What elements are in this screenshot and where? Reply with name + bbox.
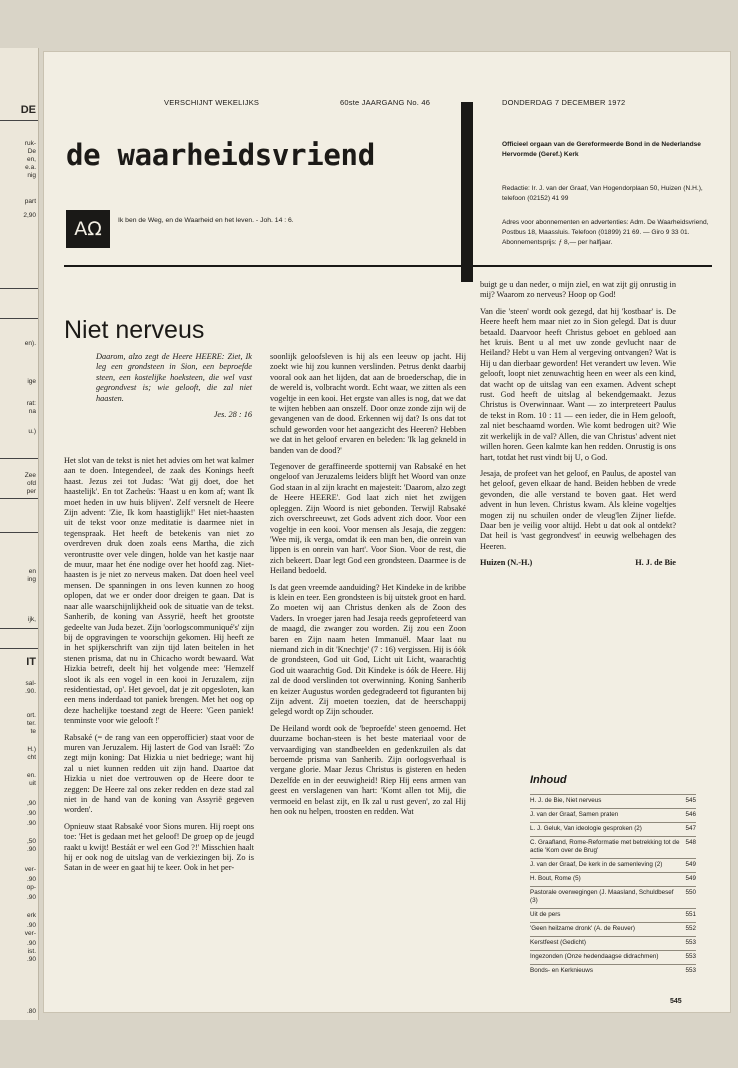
paragraph: Tegenover de geraffineerde spotternij van Rabsaké en het ongeloof van Jeruzalems leiders blijft het Woord van onze God staan in al zijn kracht en majesteit: 'Daarom, alzo zegt de Heere HEERE'. God laat zich niet het zwijgen opleggen. Zijn Woord is niet gebonden. Terwijl Rabsaké zich overschreeuwt, zet Gods advent zich door. Voor een vogeltje in een kooi. Voor mensen als Jesaja, die zeggen: 'Wee mij, ik verga, omdat ik een man ben, die onrein van lippen is en onrein van hart'. Voor Sion. Voor de rest, die zich bekeert. Daar legt God een grondsteen. Daarmee is de Heiland bedoeld. <box>270 462 466 576</box>
previous-page-rule <box>0 532 38 533</box>
admin-info: Adres voor abonnementen en advertenties: Adm. De Waarheidsvriend, Postbus 18, Maassluis. Telefoon (01899) 21 69. — Giro 9 33 01. Abonnementsprijs: ƒ 8,— per halfjaar. <box>502 219 709 246</box>
toc-entry-page: 548 <box>685 839 696 846</box>
previous-page-fragment: part <box>24 198 36 205</box>
toc-entry-page: 553 <box>685 939 696 946</box>
toc-entry-title: Uit de pers <box>530 911 561 918</box>
toc-entry-page: 545 <box>685 797 696 804</box>
previous-page-fragment: e.a. <box>25 164 36 171</box>
paragraph: Is dat geen vreemde aanduiding? Het Kindeke in de kribbe is klein en teer. Een grondsteen is bij uitstek groot en hard. Zo moeten wij aan Christus denken als de Zoon des Vaders. In vroeger jaren had Jesaja reeds geprofeteerd van de maagd, die zwanger zou worden. Zij zou een Zoon baren en Zijn naam heten Immanuël. Maar laat nu niemand zich in dit 'Knechtje' (7 : 16) vergissen. Hij is óók de grondsteen, God uit God, Licht uit Licht, waarachtig God uit waarachtig God. Dit Kindeke is óók de Heere. Hij zal de dood verslinden tot overwinning. Koning Sanherib en keizer Augustus worden gedegradeerd tot figuranten bij Zijn advent. Zij moeten toezien, dat de heerschappij gelegd wordt op Zijn schouder. <box>270 582 466 717</box>
article-column-3 <box>480 280 676 569</box>
previous-page-rule <box>0 458 38 459</box>
editor-info: Redactie: Ir. J. van der Graaf, Van Hogendorplaan 50, Huizen (N.H.), telefoon (02152) 41 99 <box>502 185 703 202</box>
previous-page-fragment: te <box>30 728 36 735</box>
toc-entry-page: 553 <box>685 967 696 974</box>
previous-page-fragment: .90 <box>26 922 36 929</box>
toc-entry <box>530 936 696 950</box>
toc-entry-page: 550 <box>685 889 696 896</box>
previous-page-rule <box>0 318 38 319</box>
previous-page-fragment: H.) <box>27 746 36 753</box>
previous-page-fragment: rat: <box>26 400 36 407</box>
author: H. J. de Bie <box>635 558 676 568</box>
epigraph-text: Daarom, alzo zegt de Heere HEERE: Ziet, Ik leg een grondsteen in Sion, een beproefde steen, een kostelijke hoeksteen, die wel vast gegrondvest is; wie gelooft, die zal niet haasten. <box>96 352 252 403</box>
masthead-black-bar <box>461 102 473 282</box>
toc-entry <box>530 872 696 886</box>
page-number: 545 <box>670 998 682 1005</box>
table-of-contents <box>530 794 696 978</box>
previous-page-fragment: .90 <box>26 894 36 901</box>
paragraph: Opnieuw staat Rabsaké voor Sions muren. Hij roept ons toe: 'Het is gedaan met het geloof! De groep op de jeugd raakt u kwijt! Bestáát er wel een God ?!' Misschien haalt hij er ook nog de uitslag van de verkiezingen bij. Zo is Satan in de weer en gaat hij te keer. Ook in het per- <box>64 821 254 873</box>
previous-page-fragment: cht <box>27 754 36 761</box>
toc-entry <box>530 808 696 822</box>
paragraph: De Heiland wordt ook de 'beproefde' steen genoemd. Het duurzame bochan-steen is het beste materiaal voor de vervaardiging van standbeelden en gedenkzuilen als dat beroemde prisma van Sanherib. Zijn oorlogsverhaal is vergane glorie. Maar Jezus Christus is gisteren en heden Dezelfde en in der eeuwigheid! Riep Hij eens armen van geest en verslagenen van hart: 'Komt allen tot Mij, die vermoeid en belast zijt, en Ik zal u rust geven', zo zal Hij hen ook nu helpen, troosten en redden. Wat <box>270 723 466 817</box>
previous-page-fragment: De <box>27 148 36 155</box>
masthead-title: de waarheidsvriend <box>66 138 375 172</box>
toc-entry-title: Ingezonden (Onze hedendaagse didrachmen) <box>530 953 659 960</box>
paragraph: soonlijk geloofsleven is hij als een leeuw op jacht. Hij zoekt wie hij zou kunnen verslinden. Petrus denkt daarbij vooral ook aan het lijden, dat aan de broederschap, die in de wereld is, volbracht wordt. Echt waar, we zitten als een vogeltje in een kooi. Het ergste van alles is nog, dat we dat te wijten hebben aan onszelf. Door onze zonde zijn wij de gevangenen van de dood. Erkennen wij dat? Is ons dat tot schuld geworden voor het aangezicht des Heeren? Hebben we dat in het geloof ervaren en beleden: 'Ik lag gekneld in banden van de dood?' <box>270 352 466 455</box>
previous-page-fragment: ijk, <box>28 616 36 623</box>
toc-entry-title: 'Geen heilzame dronk' (A. de Reuver) <box>530 925 635 932</box>
toc-entry <box>530 908 696 922</box>
toc-entry-title: H. J. de Bie, Niet nerveus <box>530 797 602 804</box>
toc-entry-page: 547 <box>685 825 696 832</box>
toc-entry <box>530 950 696 964</box>
previous-page-fragment: ,50 <box>26 838 36 845</box>
previous-page-fragment: ruk- <box>24 140 36 147</box>
toc-entry-page: 553 <box>685 953 696 960</box>
previous-page-rule <box>0 120 38 121</box>
toc-entry-page: 549 <box>685 861 696 868</box>
toc-entry <box>530 886 696 908</box>
toc-entry-page: 552 <box>685 925 696 932</box>
paragraph: Van die 'steen' wordt ook gezegd, dat hij 'kostbaar' is. De Heere heeft hem maar niet zo in Sion gelegd. Dat is duur betaald. Daarvoor heeft Christus geboet en gebloed aan het kruis. Bent u al met uw zonde gevlucht naar de Heiland? Hebt u van Hem al vergeving ontvangen? Wat is Hij u dan dierbaar geworden! Het verandert uw leven. Wie gelooft, loopt niet zenuwachtig heen en weer als een kind, dat wacht op de uitslag van een examen. Advent schept rust. God heeft de uitslag al bekendgemaakt. Jezus Christus is Overwinnaar. Want — zo interpreteert Paulus de tekst in Rom. 10 : 11 — een ieder, die in Hem gelooft, zal niet beschaamd worden. Wie komt bedrogen uit? Wie zit werkelijk in de val? Allen, die van Christus' advent niet willen horen. Geen kalmte kan hen redden. Onrustig is ons hart, totdat het rust vindt bij U, o God. <box>480 306 676 462</box>
toc-entry <box>530 922 696 936</box>
previous-page-fragment: en). <box>24 340 36 347</box>
previous-page-fragment: u.) <box>28 428 36 435</box>
previous-page-fragment: ing <box>27 576 36 583</box>
toc-entry <box>530 964 696 978</box>
previous-page-fragment: uit <box>29 780 36 787</box>
toc-entry-title: Pastorale overwegingen (J. Maasland, Schuldbesef (3) <box>530 889 674 904</box>
place: Huizen (N.-H.) <box>480 558 533 568</box>
epigraph-reference: Jes. 28 : 16 <box>213 410 252 420</box>
previous-page-fragment: .90 <box>26 810 36 817</box>
toc-heading: Inhoud <box>530 774 567 786</box>
official-organ: Officieel orgaan van de Gereformeerde Bond in de Nederlandse Hervormde (Geref.) Kerk <box>502 141 701 158</box>
previous-page-fragment: per <box>26 488 36 495</box>
paragraph: Het slot van de tekst is niet het advies om het wat kalmer aan te doen. Integendeel, de zaak des Konings heeft haast. Jezus zei tot Judas: 'Wat gij doet, doe het haastelijk'. En tot Zacheüs: 'Haast u en kom af; want Ik moet heden in uw huis blijven'. Zelf versnelt de Heere Zijn advent: 'Zie, Ik kom haastiglijk!' Het niet-haasten uit de tekst voor onze meditatie is daarmee niet in tegenspraak. Het heeft de betekenis van niet zo overdreven druk doen zoals eens Martha, die zich verontrustte over vele dingen, holde van het kastje naar de muur, maar het éne nodige over het hoofd zag. Niet-haasten is je niet zo nerveus maken. Dat doen heel veel mensen. De spanningen in ons leven kunnen zo hoog oplopen, dat we er onder door dreigen te gaan. Dat is naar alle waarschijnlijkheid ook de situatie van de tekst. Sanherib, de koning van Assyrië, heeft het grootste gedeelte van Juda bezet. Zijn 'oorlogscommuniqué's' zijn bij de opgravingen te voorschijn gekomen. Hij heeft ze in het spijkerschrift van zijn tijd laten beitelen in het stenen prisma, dat nu in Chicacho wordt bewaard. Wat Hizkia betreft, deelt hij het volgende mee: 'Hemzelf sloot ik als een vogel in een kooi in Jeruzalem, zijn residentiestad, op'. Het gevoel, dat je zit opgesloten, kan een mens inderdaad tot paniek brengen. Met het oog op deze hachelijke toestand zegt de Heere: 'Geen paniek! tenminste voor wie gelooft !' <box>64 456 254 726</box>
alpha-omega-logo: AΩ <box>66 210 110 248</box>
previous-page-rule <box>0 498 38 499</box>
header-rule <box>64 265 712 267</box>
previous-page-rule <box>0 288 38 289</box>
previous-page-fragment: ofd <box>26 480 36 487</box>
toc-entry-title: Kerstfeest (Gedicht) <box>530 939 586 946</box>
toc-entry <box>530 858 696 872</box>
toc-entry-title: L. J. Geluk, Van ideologie gesproken (2) <box>530 825 642 832</box>
previous-page-rule <box>0 648 38 649</box>
previous-page-fragment: .90. <box>25 688 36 695</box>
previous-page-fragment: sal- <box>25 680 36 687</box>
previous-page-fragment: ,90 <box>26 800 36 807</box>
previous-page-fragment: nig <box>27 172 36 179</box>
previous-page-fragment: .90 <box>26 956 36 963</box>
previous-page-fragment: ige <box>27 378 36 385</box>
toc-entry <box>530 822 696 836</box>
previous-page-fragment: Zee <box>24 472 36 479</box>
newspaper-page <box>44 52 730 1012</box>
previous-page-fragment: .90 <box>26 820 36 827</box>
previous-page-fragment: IT <box>26 656 36 668</box>
signature-line <box>480 558 676 568</box>
weekly-label: VERSCHIJNT WEKELIJKS <box>164 98 260 107</box>
toc-entry <box>530 836 696 858</box>
paragraph: Jesaja, de profeet van het geloof, en Paulus, de apostel van het geloof, geven elkaar de hand. Beiden hebben de vrede gevonden, die alle verstand te boven gaat. Het werd advent in hun leven. Christus kwam. Als kleine vogeltjes mogen zij nu schuilen onder de vleug'len Zijner liefde. Daar ben je veilig voor altijd. Hebt u dat ook al ontdekt? Dat heil is 'vast gegrondvest' in eeuwig welbehagen des Heeren. <box>480 468 676 551</box>
previous-page-fragment: op- <box>26 884 36 891</box>
previous-page-fragment: DE <box>20 104 36 116</box>
previous-page-fragment: .90 <box>26 876 36 883</box>
paragraph: Rabsaké (= de rang van een opperofficier) staat voor de muren van Jeruzalem. Hij lastert de God van Israël: 'Zo zegt mijn koning: Dat Hizkia u niet bedriege; want hij zal u niet kunnen redden uit zijn hand. Daartoe dat Hizkia u niet doe vertrouwen op de Heere door te zeggen: De Heere zal ons zeker redden en deze stad zal niet in de hand van de koning van Assyrië gegeven worden'. <box>64 732 254 815</box>
previous-page-fragment: na <box>28 408 36 415</box>
article-column-2 <box>270 352 466 823</box>
previous-page-fragment: en <box>28 568 36 575</box>
previous-page-fragment: en, <box>26 156 36 163</box>
epigraph <box>96 352 252 426</box>
volume-label: 60ste JAARGANG No. 46 <box>340 98 431 107</box>
toc-entry-page: 551 <box>685 911 696 918</box>
previous-page-fragment: ort. <box>26 712 36 719</box>
previous-page-fragment: ver- <box>24 930 36 937</box>
previous-page-fragment: ver- <box>24 866 36 873</box>
toc-entry-title: H. Bout, Rome (5) <box>530 875 581 882</box>
previous-page-edge <box>0 48 39 1020</box>
previous-page-fragment: erk <box>26 912 36 919</box>
toc-entry-page: 546 <box>685 811 696 818</box>
toc-entry-title: J. van der Graaf, De kerk in de samenleving (2) <box>530 861 663 868</box>
paragraph: buigt ge u dan neder, o mijn ziel, en wat zijt gij onrustig in mij? Waarom zo nerveus? Hoop op God! <box>480 280 676 300</box>
previous-page-fragment: .90 <box>26 846 36 853</box>
toc-entry-title: Bonds- en Kerknieuws <box>530 967 594 974</box>
previous-page-rule <box>0 628 38 629</box>
previous-page-fragment: .80 <box>26 1008 36 1015</box>
toc-entry-title: C. Graafland, Rome-Reformatie met betrekking tot de actie 'Kom over de Brug' <box>530 839 680 854</box>
previous-page-fragment: .90 <box>26 940 36 947</box>
toc-entry <box>530 794 696 808</box>
article-title: Niet nerveus <box>64 316 205 344</box>
toc-entry-title: J. van der Graaf, Samen praten <box>530 811 619 818</box>
article-column-1 <box>64 456 254 880</box>
previous-page-fragment: 2,90 <box>23 212 36 219</box>
previous-page-fragment: ist. <box>27 948 36 955</box>
previous-page-fragment: en. <box>26 772 36 779</box>
date-label: DONDERDAG 7 DECEMBER 1972 <box>502 98 626 107</box>
toc-entry-page: 549 <box>685 875 696 882</box>
previous-page-fragment: ter. <box>26 720 36 727</box>
motto: Ik ben de Weg, en de Waarheid en het leven. - Joh. 14 : 6. <box>118 217 294 224</box>
